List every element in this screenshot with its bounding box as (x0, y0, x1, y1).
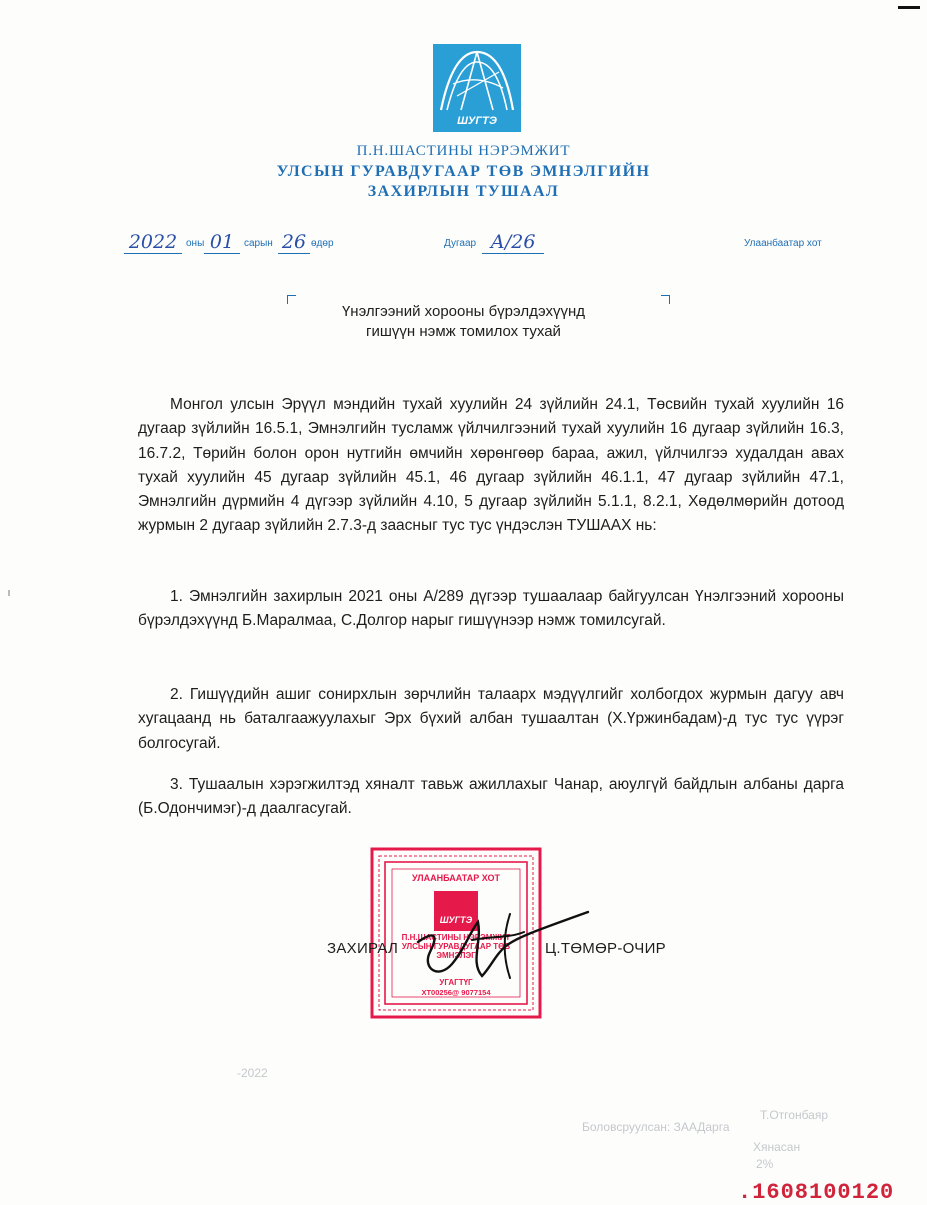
serial-number: .1608100120 (738, 1180, 895, 1205)
handwritten-signature (412, 902, 592, 984)
scan-mark (8, 590, 10, 596)
year-label: оны (186, 238, 205, 249)
subject-line-1: Үнэлгээний хорооны бүрэлдэхүүнд (341, 303, 586, 320)
number-label: Дугаар (444, 238, 477, 249)
bleed-line-3: Хянасан (753, 1140, 801, 1154)
date-day: 26 (278, 231, 310, 254)
stamp-top-text: УЛААНБААТАР ХОТ (412, 873, 500, 883)
order-item-1: 1. Эмнэлгийн захирлын 2021 оны А/289 дүгээр тушаалаар байгуулсан Үнэлгээний хорооны бүрэлдэхүүнд Б.Маралмаа, С.Долгор нарыг гишүүнээр нэмж томилсугай. (138, 588, 844, 630)
hospital-logo (433, 44, 521, 132)
date-year-field (124, 231, 182, 254)
signatory-name: Ц.ТӨМӨР-ОЧИР (545, 940, 666, 957)
order-number: А/26 (482, 231, 544, 254)
day-label: өдөр (311, 238, 334, 249)
bleed-line-2: Т.Отгонбаяр (760, 1108, 829, 1122)
city-label: Улаанбаатар хот (744, 238, 822, 249)
stamp-middle-text: П.Н.ШАСТИНЫ НЭРЭМЖИТ УЛСЫН ГУРАВДУГААР ТӨВ ЭМНЭЛЭГ (401, 933, 511, 960)
date-year: 2022 (124, 231, 182, 254)
bleed-line-5: -2022 (237, 1066, 268, 1080)
subject-line-2: гишүүн нэмж томилох тухай (366, 323, 561, 340)
order-item-3: 3. Тушаалын хэрэгжилтэд хяналт тавьж ажиллахыг Чанар, аюулгүй байдлын албаны дарга (Б.Одончимэг)-д даалгасугай. (138, 776, 844, 818)
corner-mark (898, 6, 920, 9)
date-month: 01 (204, 231, 240, 254)
stamp-bottom-text: ХТ00256@ 9077154 (421, 988, 491, 997)
logo-text: ШУГТЭ (457, 115, 497, 127)
header-line-1: П.Н.ШАСТИНЫ НЭРЭМЖИТ (356, 143, 571, 159)
bleed-line-4: 2% (756, 1157, 774, 1171)
month-label: сарын (244, 238, 273, 249)
signatory-title: ЗАХИРАЛ (327, 940, 399, 957)
header-title: ЗАХИРЛЫН ТУШААЛ (367, 183, 560, 200)
order-item-2: 2. Гишүүдийн ашиг сонирхлын зөрчлийн талаарх мэдүүлгийг холбогдох журмын дагуу авч хугацаанд нь баталгаажуулахыг Эрх бүхий албан тушаалтан (Х.Үржинбадам)-д тус тус үүрэг болгосугай. (138, 686, 844, 752)
preamble-paragraph: Монгол улсын Эрүүл мэндийн тухай хуулийн 24 зүйлийн 24.1, Төсвийн тухай хуулийн 16 дугаар зүйлийн 16.5.1, Эмнэлгийн тусламж үйлчилгээний тухай хуулийн 16 дугаар зүйлийн 16.3, 16.7.2, Төрийн болон орон нутгийн өмчийн хөрөнгөөр бараа, ажил, үйлчилгээ худалдан авах тухай хуулийн 45 дугаар зүйлийн 45.1, 46 дугаар зүйлийн 46.1.1, 47 дугаар зүйлийн 47.1, Эмнэлгийн дүрмийн 4 дүгээр зүйлийн 4.10, 5 дугаар зүйлийн 5.1.1, 8.2.1, Хөдөлмөрийн дотоод журмын 2 дугаар зүйлийн 2.7.3-д заасныг тус тус үндэслэн ТУШААХ нь: (138, 396, 844, 535)
bleed-line-1: Боловсруулсан: ЗААДарга (582, 1120, 730, 1134)
stamp-short-text: УГАГТҮГ (439, 978, 473, 987)
header-line-2: УЛСЫН ГУРАВДУГААР ТӨВ ЭМНЭЛГИЙН (276, 163, 651, 180)
stamp-logo-text: ШУГТЭ (439, 915, 473, 925)
